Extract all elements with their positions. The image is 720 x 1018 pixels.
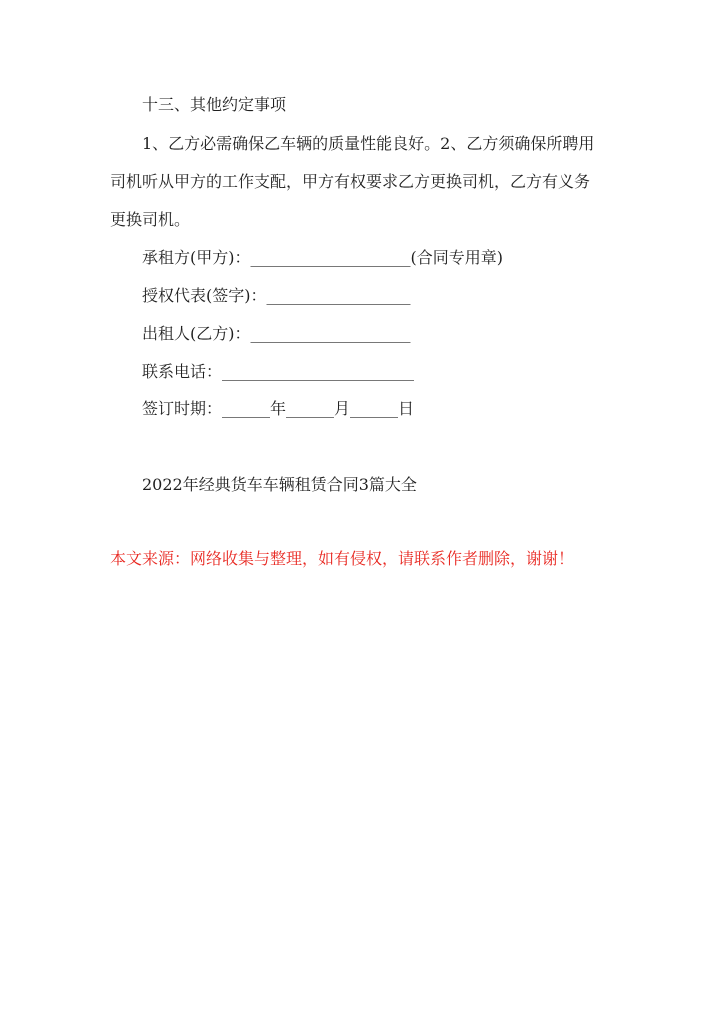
source-notice: 本文来源：网络收集与整理，如有侵权，请联系作者删除，谢谢！ [110,549,575,568]
sign-date-line: 签订时期：______年______月______日 [142,399,415,418]
lessor-signature-line: 出租人(乙方)：____________________ [142,324,411,343]
authorized-rep-signature-line: 授权代表(签字)：__________________ [142,286,411,305]
paragraph-line-1: 1、乙方必需确保乙车辆的质量性能良好。2、乙方须确保所聘用 [142,134,595,153]
lessee-signature-line: 承租方(甲方)：____________________(合同专用章) [142,248,503,267]
section-heading: 十三、其他约定事项 [142,95,287,114]
related-title: 2022年经典货车车辆租赁合同3篇大全 [142,475,417,494]
paragraph-line-3: 更换司机。 [110,210,191,229]
paragraph-line-2: 司机听从甲方的工作支配，甲方有权要求乙方更换司机，乙方有义务 [110,172,591,191]
phone-line: 联系电话：________________________ [142,362,415,381]
